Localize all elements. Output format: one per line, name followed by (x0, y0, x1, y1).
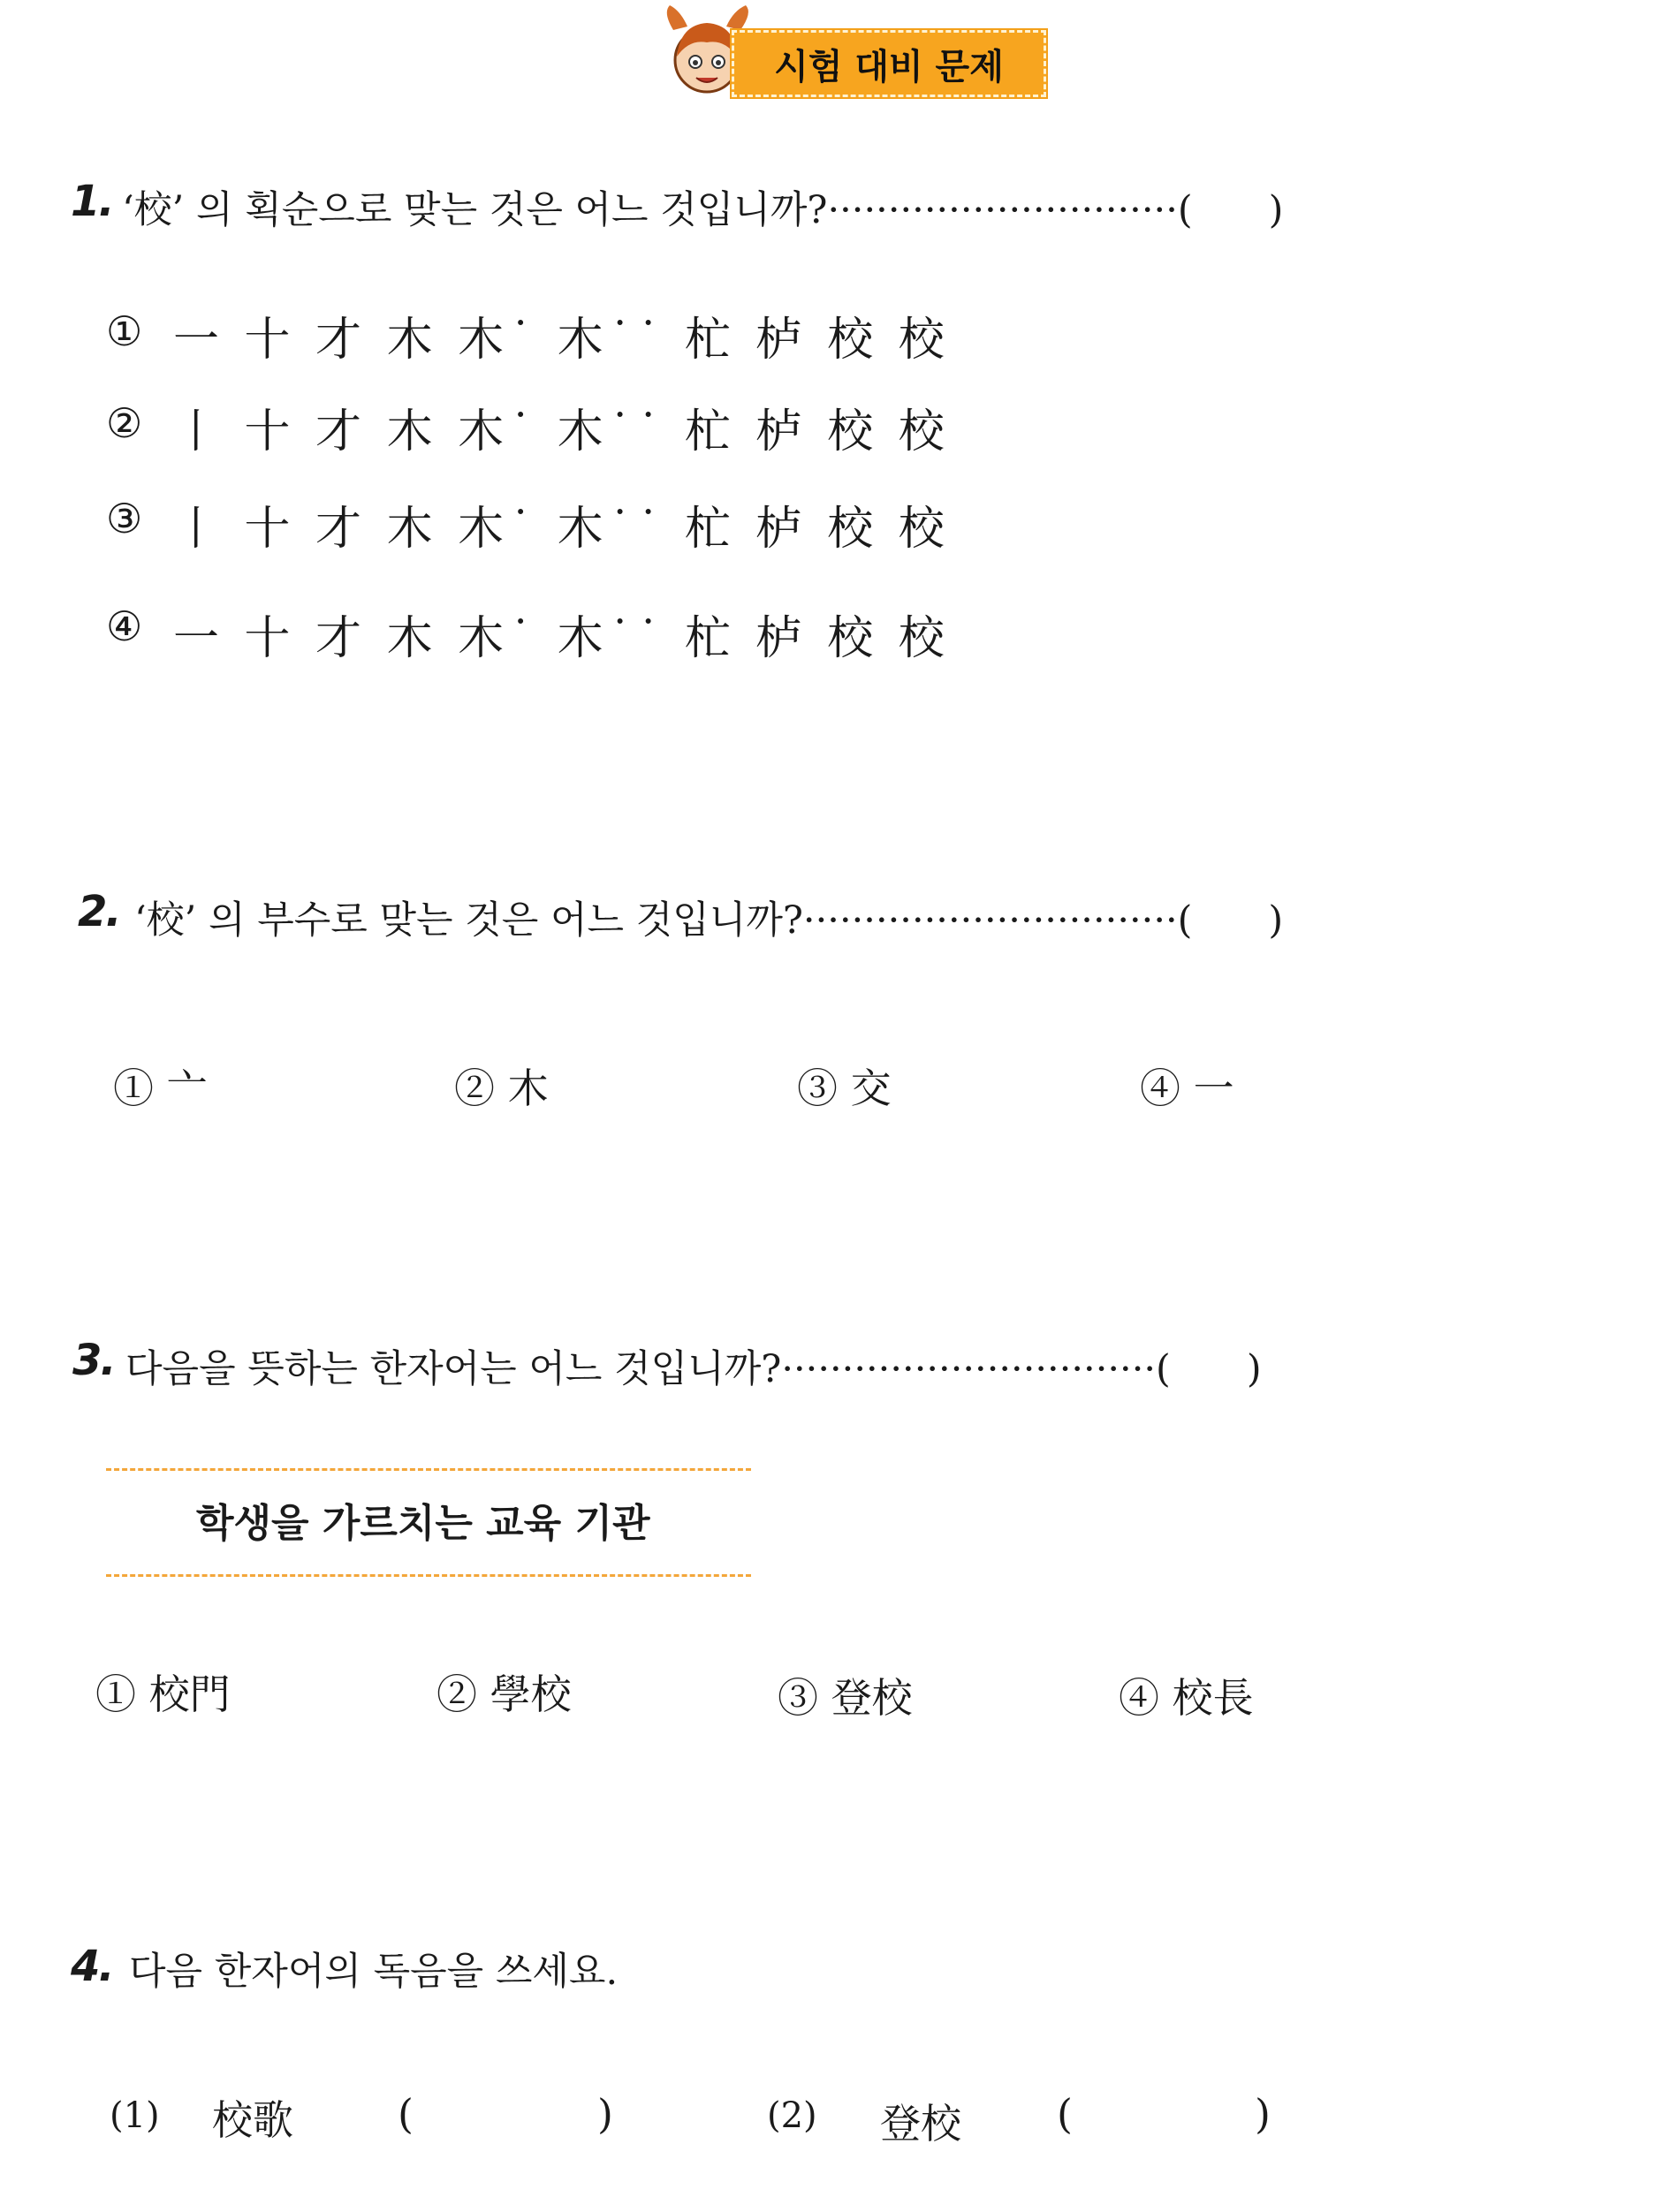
question-number: 4. (71, 1942, 113, 1991)
option[interactable]: ② 木 (454, 1064, 549, 1112)
option[interactable]: ① 亠 (113, 1064, 208, 1112)
answer-input[interactable] (1083, 2092, 1242, 2140)
option[interactable]: ④ 一 (1140, 1064, 1234, 1112)
option-marker[interactable]: ④ (106, 602, 143, 650)
stroke-order: 丨 十 才 木 木˙ 木˙˙ 杧 栌 校 校 (173, 405, 950, 458)
question-text: 다음 한자어의 독음을 쓰세요. (129, 1950, 619, 1994)
answer-close-paren: ) (597, 2090, 613, 2138)
section-title: 시험 대비 문제 (732, 30, 1046, 97)
item-label: (1) (110, 2095, 160, 2136)
option[interactable]: ④ 校長 (1119, 1674, 1254, 1722)
option[interactable]: ③ 交 (797, 1064, 892, 1112)
option[interactable]: ① 校門 (95, 1670, 231, 1718)
hanja-word: 校歌 (212, 2096, 293, 2144)
hanja-word: 登校 (880, 2100, 961, 2148)
question-text: ‘校’ 의 부수로 맞는 것은 어느 것입니까?·······························( ) (134, 898, 1284, 943)
divider (106, 1574, 751, 1577)
definition-text: 학생을 가르치는 교육 기관 (196, 1501, 650, 1546)
option-marker[interactable]: ① (106, 307, 143, 355)
question-text: ‘校’ 의 획순으로 맞는 것은 어느 것입니까?·····························( ) (122, 188, 1284, 232)
option-marker[interactable]: ③ (106, 495, 143, 542)
question-number: 1. (71, 177, 113, 226)
item-label: (2) (767, 2095, 817, 2136)
question-number: 3. (72, 1336, 115, 1385)
stroke-order: 一 十 才 木 木˙ 木˙˙ 杧 栌 校 校 (173, 314, 950, 367)
stroke-order: 丨 十 才 木 木˙ 木˙˙ 杧 栌 校 校 (173, 503, 950, 556)
section-header (654, 4, 1060, 110)
option[interactable]: ③ 登校 (778, 1674, 913, 1722)
divider (106, 1468, 751, 1471)
answer-close-paren: ) (1255, 2090, 1271, 2138)
option[interactable]: ② 學校 (436, 1670, 572, 1718)
stroke-order: 一 十 才 木 木˙ 木˙˙ 杧 栌 校 校 (173, 612, 950, 665)
question-text: 다음을 뜻하는 한자어는 어느 것입니까?·······························( ) (125, 1347, 1262, 1391)
answer-input[interactable] (424, 2092, 583, 2140)
answer-open-paren: ( (1057, 2090, 1073, 2138)
option-marker[interactable]: ② (106, 399, 143, 447)
answer-open-paren: ( (398, 2090, 414, 2138)
question-number: 2. (78, 887, 120, 936)
